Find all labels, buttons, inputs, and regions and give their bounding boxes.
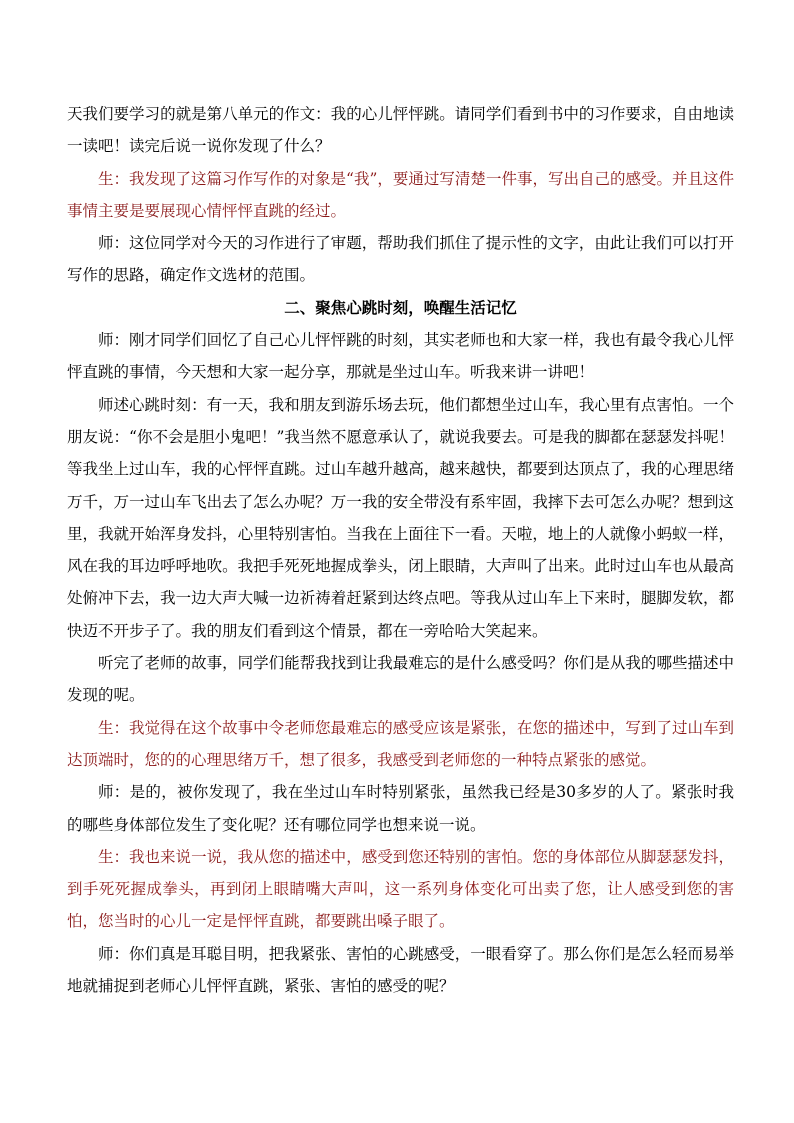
paragraph-teacher-remark-2: 师：刚才同学们回忆了自己心儿怦怦跳的时刻，其实老师也和大家一样，我也有最令我心儿怦怦直跳的事情，今天想和大家一起分享，那就是坐过山车。听我来讲一讲吧！ xyxy=(67,331,734,382)
paragraph-teacher-remark-4: 师：你们真是耳聪目明，把我紧张、害怕的心跳感受，一眼看穿了。那么你们是怎么轻而易举地就捕捉到老师心儿怦怦直跳，紧张、害怕的感受的呢？ xyxy=(67,944,734,996)
section-heading: 二、聚焦心跳时刻，唤醒生活记忆 xyxy=(284,297,517,317)
paragraph-teacher-question: 听完了老师的故事，同学们能帮我找到让我最难忘的是什么感受吗？你们是从我的哪些描述中发现的呢。 xyxy=(67,654,734,705)
paragraph-intro: 天我们要学习的就是第八单元的作文：我的心儿怦怦跳。请同学们看到书中的习作要求，自由地读一读吧！读完后说一说你发现了什么？ xyxy=(67,105,734,156)
paragraph-student-answer-2: 生：我觉得在这个故事中令老师您最难忘的感受应该是紧张，在您的描述中，写到了过山车到达顶端时，您的的心理思绪万千，想了很多，我感受到老师您的一种特点紧张的感觉。 xyxy=(67,718,734,769)
paragraph-teacher-story: 师述心跳时刻：有一天，我和朋友到游乐场去玩，他们都想坐过山车，我心里有点害怕。一个朋友说：“你不会是胆小鬼吧！”我当然不愿意承认了，就说我要去。可是我的脚都在瑟瑟发抖呢！等我坐上过山车，我的心怦怦直跳。过山车越升越高，越来越快，都要到达顶点了，我的心理思绪万千，万一过山车飞出去了怎么办呢？万一我的安全带没有系牢固，我摔下去可怎么办呢？想到这里，我就开始浑身发抖，心里特别害怕。当我在上面往下一看。天啦，地上的人就像小蚂蚁一样，风在我的耳边呼呼地吹。我把手死死地握成拳头，闭上眼睛，大声叫了出来。此时过山车也从最高处俯冲下去，我一边大声大喊一边祈祷着赶紧到达终点吧。等我从过山车上下来时，腿脚发软，都快迈不开步子了。我的朋友们看到这个情景，都在一旁哈哈大笑起来。 xyxy=(67,395,734,640)
paragraph-student-answer-3: 生：我也来说一说，我从您的描述中，感受到您还特别的害怕。您的身体部位从脚瑟瑟发抖，到手死死握成拳头，再到闭上眼睛嘴大声叫，这一系列身体变化可出卖了您，让人感受到您的害怕，您当时的心儿一定是怦怦直跳，都要跳出嗓子眼了。 xyxy=(67,847,734,931)
paragraph-teacher-remark-3: 师：是的，被你发现了，我在坐过山车时特别紧张，虽然我已经是30多岁的人了。紧张时我的哪些身体部位发生了变化呢？还有哪位同学也想来说一说。 xyxy=(67,783,734,834)
paragraph-teacher-remark-1: 师：这位同学对今天的习作进行了审题，帮助我们抓住了提示性的文字，由此让我们可以打开写作的思路，确定作文选材的范围。 xyxy=(67,234,734,285)
paragraph-student-answer-1: 生：我发现了这篇习作写作的对象是“我”，要通过写清楚一件事，写出自己的感受。并且这件事情主要是要展现心情怦怦直跳的经过。 xyxy=(67,169,734,220)
